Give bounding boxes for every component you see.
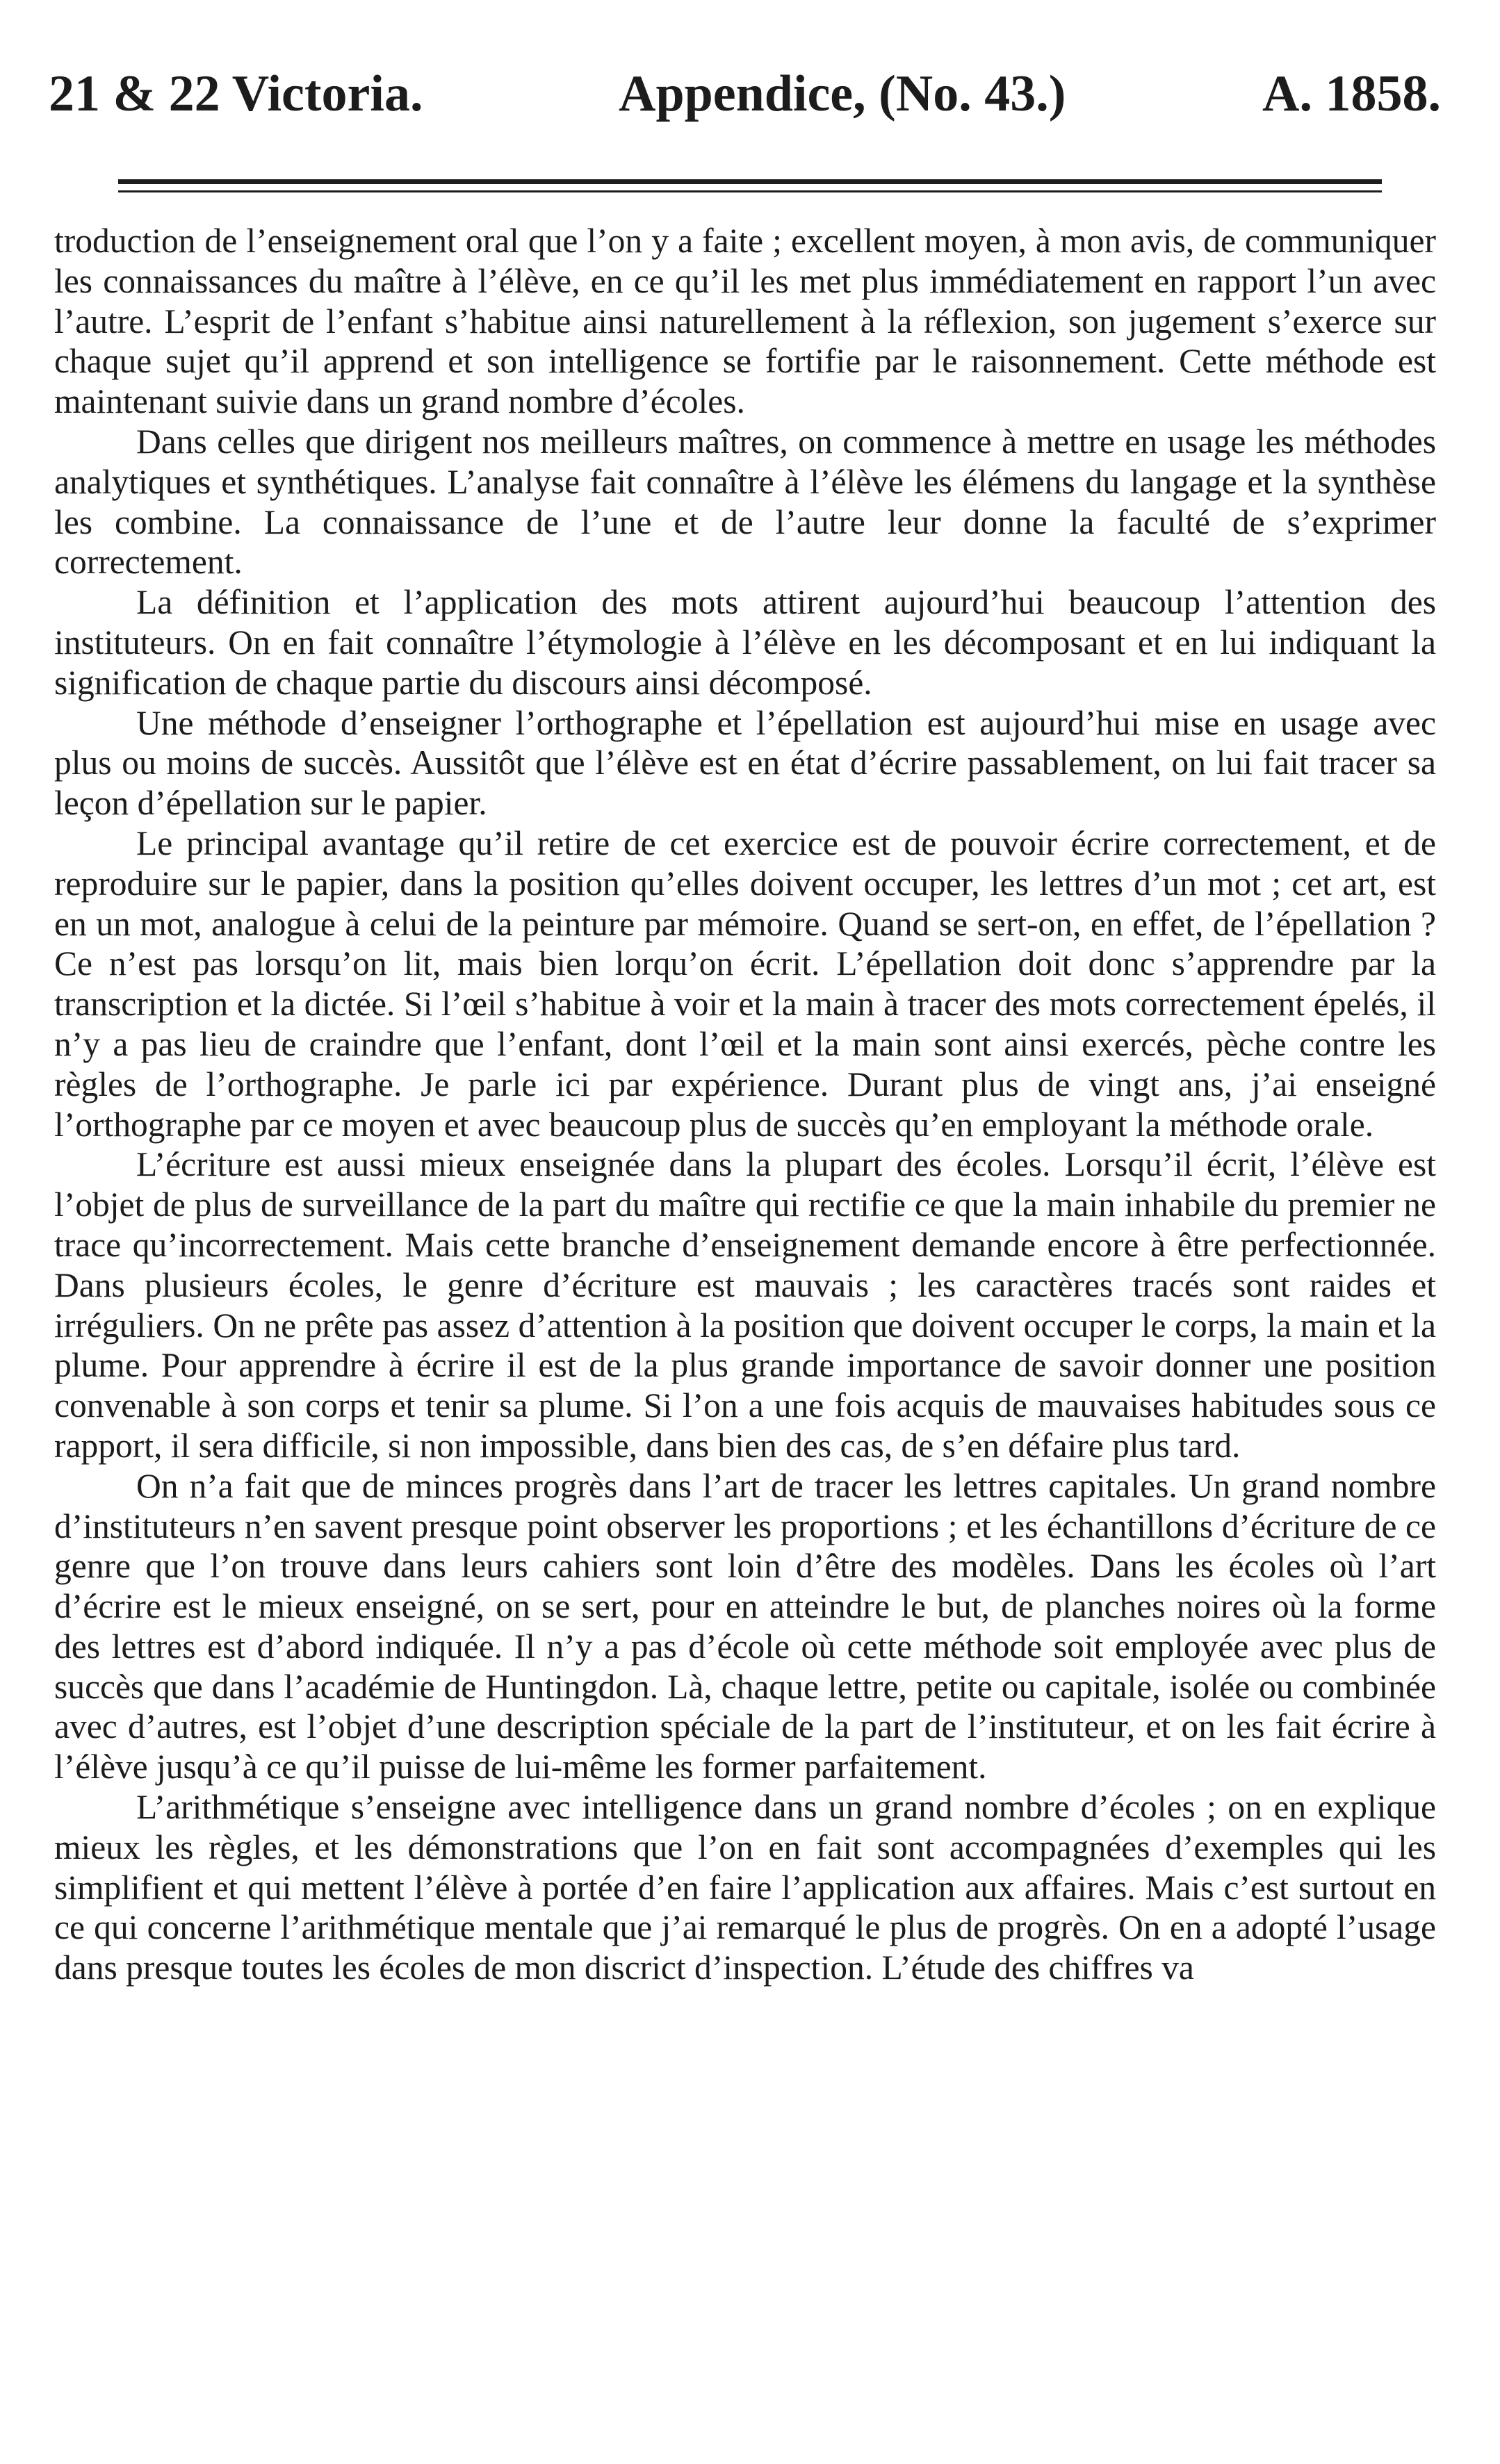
paragraph: La définition et l’application des mots attirent aujourd’hui beaucoup l’attention des instituteurs. On en fait connaître l’étymologie à l’élève en les décomposant et en lui indiquant la signification de chaque partie du discours ainsi décomposé. <box>54 583 1436 702</box>
paragraph: L’arithmétique s’enseigne avec intelligence dans un grand nombre d’écoles ; on en explique mieux les règles, et les démonstrations que l’on en fait sont accompagnées d’exemples qui les simplifient et qui mettent l’élève à portée d’en faire l’application aux affaires. Mais c’est surtout en ce qui concerne l’arithmétique mentale que j’ai remarqué le plus de progrès. On en a adopté l’usage dans presque toutes les écoles de mon discrict d’inspection. L’étude des chiffres va <box>54 1788 1436 1987</box>
header-year: A. 1858. <box>1262 65 1441 122</box>
paragraph: On n’a fait que de minces progrès dans l’art de tracer les lettres capitales. Un grand nombre d’instituteurs n’en savent presque point observer les proportions ; et les échantillons d’écriture de ce genre que l’on trouve dans leurs cahiers sont loin d’être des modèles. Dans les écoles où l’art d’écrire est le mieux enseigné, on se sert, pour en atteindre le but, de planches noires où la forme des lettres est d’abord indiquée. Il n’y a pas d’école où cette méthode soit employée avec plus de succès que dans l’académie de Huntingdon. Là, chaque lettre, petite ou capitale, isolée ou combinée avec d’autres, est l’objet d’une description spéciale de la part de l’instituteur, et on les fait écrire à l’élève jusqu’à ce qu’il puisse de lui-même les former parfaitement. <box>54 1466 1436 1787</box>
page-header <box>49 56 1441 132</box>
header-session: 21 & 22 Victoria. <box>49 65 423 122</box>
paragraph: Dans celles que dirigent nos meilleurs maîtres, on commence à mettre en usage les méthodes analytiques et synthétiques. L’analyse fait connaître à l’élève les élémens du langage et la synthèse les combine. La connaissance de l’une et de l’autre leur donne la faculté de s’exprimer correctement. <box>54 422 1436 582</box>
body-text <box>54 221 1436 1988</box>
paragraph: Une méthode d’enseigner l’orthographe et l’épellation est aujourd’hui mise en usage avec plus ou moins de succès. Aussitôt que l’élève est en état d’écrire passablement, on lui fait tracer sa leçon d’épellation sur le papier. <box>54 703 1436 823</box>
paragraph: L’écriture est aussi mieux enseignée dans la plupart des écoles. Lorsqu’il écrit, l’élève est l’objet de plus de surveillance de la part du maître qui rectifie ce que la main inhabile du premier ne trace qu’incorrectement. Mais cette branche d’enseignement demande encore à être perfectionnée. Dans plusieurs écoles, le genre d’écriture est mauvais ; les caractères tracés sont raides et irréguliers. On ne prête pas assez d’attention à la position que doivent occuper le corps, la main et la plume. Pour apprendre à écrire il est de la plus grande importance de savoir donner une position convenable à son corps et tenir sa plume. Si l’on a une fois acquis de mauvaises habitudes sous ce rapport, il sera difficile, si non impossible, dans bien des cas, de s’en défaire plus tard. <box>54 1145 1436 1465</box>
header-rule-thin <box>118 190 1382 192</box>
paragraph: Le principal avantage qu’il retire de cet exercice est de pouvoir écrire correctement, et de reproduire sur le papier, dans la position qu’elles doivent occuper, les lettres d’un mot ; cet art, est en un mot, analogue à celui de la peinture par mémoire. Quand se sert-on, en effet, de l’épellation ? Ce n’est pas lorsqu’on lit, mais bien lorqu’on écrit. L’épellation doit donc s’apprendre par la transcription et la dictée. Si l’œil s’habitue à voir et la main à tracer des mots correctement épelés, il n’y a pas lieu de craindre que l’enfant, dont l’œil et la main sont ainsi exercés, pèche contre les règles de l’orthographe. Je parle ici par expérience. Durant plus de vingt ans, j’ai enseigné l’orthographe par ce moyen et avec beaucoup plus de succès qu’en employant la méthode orale. <box>54 823 1436 1144</box>
header-appendix: Appendice, (No. 43.) <box>619 65 1066 122</box>
header-rule-thick <box>118 179 1382 184</box>
paragraph: troduction de l’enseignement oral que l’on y a faite ; excellent moyen, à mon avis, de communiquer les connaissances du maître à l’élève, en ce qu’il les met plus immédiatement en rapport l’un avec l’autre. L’esprit de l’enfant s’habitue ainsi naturellement à la réflexion, son jugement s’exerce sur chaque sujet qu’il apprend et son intelligence se fortifie par le raisonnement. Cette méthode est maintenant suivie dans un grand nombre d’écoles. <box>54 222 1436 421</box>
